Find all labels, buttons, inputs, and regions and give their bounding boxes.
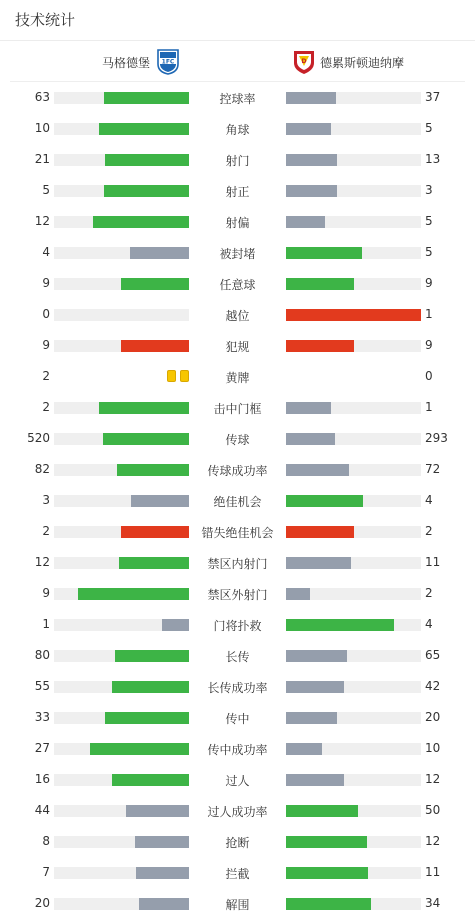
home-bar-fill — [105, 712, 189, 724]
home-bar-track — [54, 681, 189, 693]
home-value: 12 — [34, 214, 50, 228]
home-bar-fill — [99, 402, 189, 414]
stat-row — [0, 206, 475, 237]
away-bar-track — [286, 588, 421, 600]
home-bar-track — [54, 743, 189, 755]
home-bar-track — [54, 867, 189, 879]
away-value: 9 — [425, 338, 433, 352]
away-bar-track — [286, 867, 421, 879]
home-yellow-cards — [167, 370, 189, 382]
home-bar-fill — [112, 681, 189, 693]
away-value: 72 — [425, 462, 441, 476]
home-value: 2 — [42, 400, 50, 414]
away-bar-track — [286, 526, 421, 538]
home-bar-track — [54, 340, 189, 352]
stat-label: 传中 — [225, 712, 250, 726]
home-value: 63 — [34, 90, 50, 104]
away-value: 5 — [425, 214, 433, 228]
home-bar-fill — [105, 154, 189, 166]
home-value: 7 — [42, 865, 50, 879]
stat-row — [0, 485, 475, 516]
home-bar-track — [54, 216, 189, 228]
stat-row — [0, 361, 475, 392]
home-bar-track — [54, 495, 189, 507]
stat-label: 解围 — [225, 898, 250, 912]
away-team-name: 德累斯顿迪纳摩 — [320, 55, 405, 70]
stat-label: 角球 — [225, 123, 250, 137]
stat-label: 射正 — [225, 185, 250, 199]
away-value: 50 — [425, 803, 441, 817]
stat-label: 过人成功率 — [207, 805, 268, 819]
stat-row — [0, 826, 475, 857]
home-value: 21 — [34, 152, 50, 166]
magdeburg-logo-icon — [156, 49, 180, 75]
home-bar-track — [54, 123, 189, 135]
away-bar-fill — [286, 185, 337, 197]
away-bar-track — [286, 743, 421, 755]
away-bar-track — [286, 154, 421, 166]
stat-row — [0, 454, 475, 485]
away-bar-track — [286, 123, 421, 135]
svg-text:D: D — [301, 58, 307, 65]
home-team[interactable] — [102, 49, 180, 75]
home-bar-track — [54, 898, 189, 910]
stat-row — [0, 175, 475, 206]
away-value: 13 — [425, 152, 441, 166]
home-bar-track — [54, 650, 189, 662]
home-value: 9 — [42, 586, 50, 600]
home-bar-fill — [135, 836, 189, 848]
away-bar-track — [286, 898, 421, 910]
away-bar-fill — [286, 650, 347, 662]
stat-row — [0, 423, 475, 454]
away-bar-fill — [286, 433, 335, 445]
stat-label: 抢断 — [225, 836, 250, 850]
away-value: 42 — [425, 679, 441, 693]
home-bar-track — [54, 712, 189, 724]
stat-label: 犯规 — [225, 340, 250, 354]
stat-row — [0, 113, 475, 144]
away-bar-fill — [286, 309, 421, 321]
home-bar-fill — [90, 743, 189, 755]
home-bar-fill — [115, 650, 189, 662]
away-value: 11 — [425, 555, 441, 569]
away-bar-fill — [286, 681, 344, 693]
home-bar-fill — [117, 464, 189, 476]
home-value: 3 — [42, 493, 50, 507]
stat-label: 长传成功率 — [207, 681, 268, 695]
stat-label: 射门 — [225, 154, 250, 168]
home-value: 44 — [34, 803, 50, 817]
stat-row — [0, 764, 475, 795]
stat-row — [0, 392, 475, 423]
home-bar-fill — [162, 619, 189, 631]
stat-label: 传球 — [225, 433, 250, 447]
away-bar-track — [286, 278, 421, 290]
yellow-card-icon — [180, 370, 189, 382]
stat-label: 射偏 — [225, 216, 250, 230]
away-bar-fill — [286, 712, 337, 724]
stat-row — [0, 733, 475, 764]
home-bar-fill — [103, 433, 189, 445]
away-bar-fill — [286, 867, 368, 879]
stat-row — [0, 144, 475, 175]
home-value: 27 — [34, 741, 50, 755]
stat-row — [0, 578, 475, 609]
home-bar-fill — [93, 216, 189, 228]
home-bar-fill — [139, 898, 189, 910]
stat-label: 击中门框 — [213, 402, 262, 416]
home-value: 55 — [34, 679, 50, 693]
home-bar-fill — [104, 185, 189, 197]
away-bar-fill — [286, 588, 310, 600]
home-team-name: 马格德堡 — [101, 55, 150, 70]
away-bar-fill — [286, 619, 394, 631]
away-bar-fill — [286, 92, 336, 104]
home-value: 80 — [34, 648, 50, 662]
home-bar-track — [54, 805, 189, 817]
home-value: 82 — [34, 462, 50, 476]
stat-label: 绝佳机会 — [213, 495, 262, 509]
away-value: 3 — [425, 183, 433, 197]
stat-label: 长传 — [225, 650, 250, 664]
away-value: 0 — [425, 369, 433, 383]
away-value: 20 — [425, 710, 441, 724]
home-bar-fill — [104, 92, 189, 104]
home-value: 4 — [42, 245, 50, 259]
away-bar-fill — [286, 836, 367, 848]
home-value: 2 — [42, 524, 50, 538]
away-bar-fill — [286, 805, 358, 817]
stat-row — [0, 516, 475, 547]
stat-row — [0, 888, 475, 919]
home-value: 9 — [42, 338, 50, 352]
away-value: 12 — [425, 772, 441, 786]
away-value: 11 — [425, 865, 441, 879]
away-value: 37 — [425, 90, 441, 104]
away-bar-fill — [286, 402, 331, 414]
stat-label: 禁区外射门 — [207, 588, 268, 602]
away-bar-track — [286, 92, 421, 104]
page-title: 技术统计 — [0, 0, 475, 41]
away-bar-fill — [286, 526, 354, 538]
home-bar-track — [54, 247, 189, 259]
stat-label: 越位 — [225, 309, 250, 323]
away-bar-fill — [286, 464, 349, 476]
home-bar-track — [54, 557, 189, 569]
home-bar-track — [54, 433, 189, 445]
away-bar-fill — [286, 154, 337, 166]
away-bar-fill — [286, 123, 331, 135]
home-bar-track — [54, 619, 189, 631]
away-value: 4 — [425, 617, 433, 631]
home-bar-track — [54, 526, 189, 538]
away-value: 9 — [425, 276, 433, 290]
away-bar-track — [286, 774, 421, 786]
stat-row — [0, 82, 475, 113]
home-value: 12 — [34, 555, 50, 569]
home-bar-fill — [130, 247, 189, 259]
home-bar-track — [54, 185, 189, 197]
stat-row — [0, 237, 475, 268]
home-value: 1 — [42, 617, 50, 631]
away-bar-track — [286, 433, 421, 445]
home-bar-fill — [121, 278, 189, 290]
stat-row — [0, 299, 475, 330]
stat-label: 禁区内射门 — [207, 557, 268, 571]
stat-row — [0, 547, 475, 578]
away-bar-track — [286, 247, 421, 259]
home-value: 5 — [42, 183, 50, 197]
away-bar-track — [286, 464, 421, 476]
home-bar-fill — [121, 526, 189, 538]
away-bar-track — [286, 309, 421, 321]
stat-row — [0, 609, 475, 640]
away-value: 10 — [425, 741, 441, 755]
home-bar-track — [54, 836, 189, 848]
away-bar-fill — [286, 278, 354, 290]
away-bar-track — [286, 836, 421, 848]
away-bar-track — [286, 185, 421, 197]
home-bar-fill — [126, 805, 189, 817]
away-bar-fill — [286, 743, 322, 755]
away-value: 5 — [425, 121, 433, 135]
home-bar-fill — [112, 774, 189, 786]
away-bar-track — [286, 557, 421, 569]
away-value: 2 — [425, 586, 433, 600]
away-bar-fill — [286, 495, 363, 507]
away-value: 1 — [425, 400, 433, 414]
stat-label: 错失绝佳机会 — [201, 526, 274, 540]
dynamo-dresden-logo-icon — [292, 49, 316, 75]
away-value: 34 — [425, 896, 441, 910]
stat-label: 拦截 — [225, 867, 250, 881]
stat-label: 任意球 — [219, 278, 256, 292]
home-value: 10 — [34, 121, 50, 135]
yellow-card-icon — [167, 370, 176, 382]
home-bar-fill — [78, 588, 189, 600]
away-bar-track — [286, 681, 421, 693]
home-bar-track — [54, 309, 189, 321]
stat-label: 被封堵 — [219, 247, 256, 261]
home-bar-track — [54, 278, 189, 290]
teams-header — [10, 41, 465, 82]
away-bar-fill — [286, 340, 354, 352]
away-value: 12 — [425, 834, 441, 848]
home-value: 20 — [34, 896, 50, 910]
home-value: 9 — [42, 276, 50, 290]
stat-label: 门将扑救 — [213, 619, 262, 633]
home-value: 2 — [42, 369, 50, 383]
away-bar-track — [286, 619, 421, 631]
away-bar-track — [286, 402, 421, 414]
away-bar-fill — [286, 247, 362, 259]
stat-row — [0, 671, 475, 702]
home-value: 8 — [42, 834, 50, 848]
stats-list — [0, 82, 475, 919]
home-bar-track — [54, 154, 189, 166]
home-bar-fill — [99, 123, 189, 135]
stat-row — [0, 702, 475, 733]
home-bar-track — [54, 588, 189, 600]
home-bar-track — [54, 464, 189, 476]
away-bar-track — [286, 712, 421, 724]
away-value: 65 — [425, 648, 441, 662]
away-bar-fill — [286, 774, 344, 786]
home-bar-track — [54, 402, 189, 414]
stat-label: 黄牌 — [225, 371, 250, 385]
stat-row — [0, 795, 475, 826]
stat-row — [0, 640, 475, 671]
stat-label: 传中成功率 — [207, 743, 268, 757]
away-bar-track — [286, 805, 421, 817]
home-bar-fill — [119, 557, 189, 569]
home-value: 520 — [27, 431, 50, 445]
away-team[interactable] — [292, 49, 404, 75]
away-bar-fill — [286, 557, 351, 569]
home-value: 33 — [34, 710, 50, 724]
home-value: 0 — [42, 307, 50, 321]
away-value: 5 — [425, 245, 433, 259]
stat-label: 过人 — [225, 774, 250, 788]
stat-row — [0, 330, 475, 361]
home-bar-track — [54, 774, 189, 786]
stat-label: 控球率 — [219, 92, 256, 106]
home-value: 16 — [34, 772, 50, 786]
home-bar-fill — [121, 340, 189, 352]
stat-row — [0, 857, 475, 888]
away-bar-track — [286, 216, 421, 228]
home-bar-track — [54, 92, 189, 104]
away-value: 2 — [425, 524, 433, 538]
away-bar-fill — [286, 216, 325, 228]
away-bar-track — [286, 340, 421, 352]
svg-text:1FC: 1FC — [161, 58, 175, 66]
away-bar-track — [286, 495, 421, 507]
away-bar-track — [286, 650, 421, 662]
away-value: 1 — [425, 307, 433, 321]
home-bar-fill — [131, 495, 189, 507]
home-bar-fill — [136, 867, 189, 879]
away-value: 4 — [425, 493, 433, 507]
stat-label: 传球成功率 — [207, 464, 268, 478]
away-value: 293 — [425, 431, 448, 445]
away-bar-fill — [286, 898, 371, 910]
stat-row — [0, 268, 475, 299]
